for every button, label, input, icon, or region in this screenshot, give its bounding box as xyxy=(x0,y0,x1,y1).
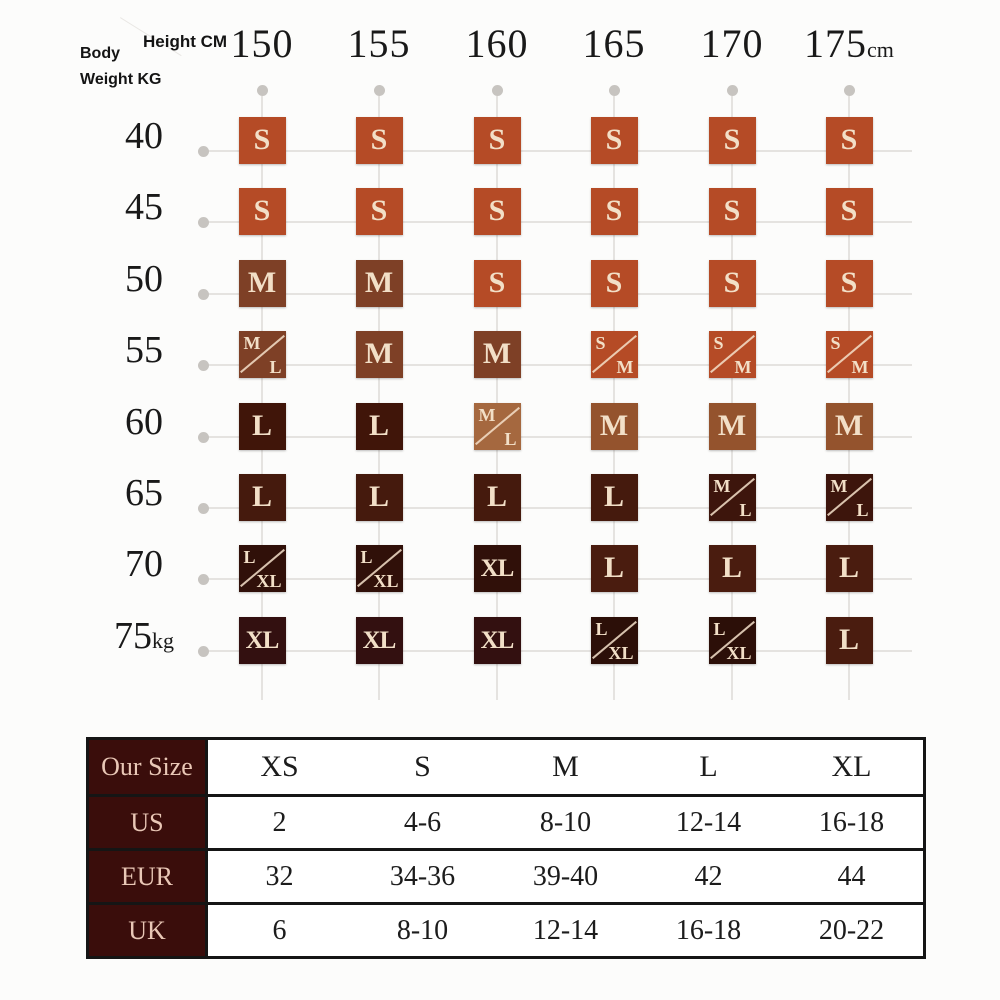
size-cell: M xyxy=(591,403,638,450)
size-cell xyxy=(709,474,756,521)
size-cell-bottom-label: L xyxy=(269,356,282,377)
size-cell: S xyxy=(709,260,756,307)
size-cell: S xyxy=(826,188,873,235)
size-cell: M xyxy=(709,403,756,450)
weight-row-label xyxy=(92,185,196,229)
size-cell: L xyxy=(356,474,403,521)
weight-row-label xyxy=(92,471,196,515)
grid-row-dot xyxy=(198,217,209,228)
height-value: 160 xyxy=(465,21,529,66)
weight-value: 55 xyxy=(125,329,163,371)
height-unit: cm xyxy=(867,37,894,62)
conv-cell: 16-18 xyxy=(637,902,780,956)
conv-cell: L xyxy=(637,740,780,794)
size-cell-bottom-label: XL xyxy=(726,642,752,663)
conv-cell: S xyxy=(351,740,494,794)
conv-cell: 39-40 xyxy=(494,848,637,902)
size-cell-top-label: M xyxy=(713,475,731,496)
size-cell xyxy=(239,545,286,592)
conv-row-header: Our Size xyxy=(89,740,208,794)
weight-value: 60 xyxy=(125,401,163,443)
size-cell: S xyxy=(474,260,521,307)
weight-row-label xyxy=(92,257,196,301)
size-cell-bottom-label: L xyxy=(739,499,752,520)
height-column-header xyxy=(672,20,792,67)
grid-hline xyxy=(203,578,912,580)
size-cell-top-label: L xyxy=(360,546,373,567)
size-cell: L xyxy=(239,474,286,521)
size-cell: S xyxy=(591,260,638,307)
size-cell: XL xyxy=(474,617,521,664)
size-cell: M xyxy=(826,403,873,450)
weight-axis-label-line1: Body xyxy=(80,45,120,62)
size-cell: S xyxy=(826,260,873,307)
height-axis-label: Height CM xyxy=(143,32,228,51)
grid-hline xyxy=(203,650,912,652)
conv-cell: 44 xyxy=(780,848,923,902)
size-cell: S xyxy=(239,117,286,164)
size-cell-bottom-label: XL xyxy=(256,570,282,591)
size-cell: XL xyxy=(474,545,521,592)
size-cell: M xyxy=(239,260,286,307)
size-cell: L xyxy=(826,617,873,664)
grid-hline xyxy=(203,364,912,366)
grid-row-dot xyxy=(198,360,209,371)
conv-cell: 2 xyxy=(208,794,351,848)
height-value: 155 xyxy=(347,21,411,66)
weight-axis-label-line2: Weight KG xyxy=(80,71,162,88)
conv-row-header: US xyxy=(89,794,208,848)
grid-row-dot xyxy=(198,574,209,585)
size-cell: S xyxy=(709,117,756,164)
size-cell-top-label: S xyxy=(595,332,606,353)
grid-hline xyxy=(203,293,912,295)
size-cell-top-label: M xyxy=(830,475,848,496)
size-cell-bottom-label: L xyxy=(504,428,517,449)
grid-column-dot xyxy=(492,85,503,96)
conv-cell: 42 xyxy=(637,848,780,902)
weight-row-label xyxy=(92,328,196,372)
conv-row-header: EUR xyxy=(89,848,208,902)
size-cell: S xyxy=(239,188,286,235)
conv-row-header: UK xyxy=(89,902,208,956)
size-cell xyxy=(591,617,638,664)
size-cell-bottom-label: L xyxy=(856,499,869,520)
weight-row-label xyxy=(92,400,196,444)
conv-cell: 12-14 xyxy=(637,794,780,848)
size-cell: L xyxy=(826,545,873,592)
grid-row-dot xyxy=(198,432,209,443)
conv-cell: 8-10 xyxy=(351,902,494,956)
conv-cell: 4-6 xyxy=(351,794,494,848)
size-cell: S xyxy=(826,117,873,164)
height-value: 170 xyxy=(700,21,764,66)
size-cell xyxy=(356,545,403,592)
weight-unit: kg xyxy=(152,628,174,653)
size-cell xyxy=(591,331,638,378)
grid-column-dot xyxy=(727,85,738,96)
size-cell-top-label: L xyxy=(595,618,608,639)
size-cell-top-label: S xyxy=(830,332,841,353)
conv-cell: 20-22 xyxy=(780,902,923,956)
conv-cell: 34-36 xyxy=(351,848,494,902)
grid-row-dot xyxy=(198,146,209,157)
size-cell: L xyxy=(239,403,286,450)
grid-row-dot xyxy=(198,503,209,514)
size-cell xyxy=(239,331,286,378)
grid-column-dot xyxy=(844,85,855,96)
conv-cell: M xyxy=(494,740,637,794)
size-cell: S xyxy=(709,188,756,235)
grid-column-dot xyxy=(257,85,268,96)
grid-row-dot xyxy=(198,646,209,657)
size-cell-top-label: M xyxy=(478,404,496,425)
height-value: 165 xyxy=(582,21,646,66)
size-cell: XL xyxy=(356,617,403,664)
size-cell: S xyxy=(474,117,521,164)
size-cell: S xyxy=(474,188,521,235)
size-cell-top-label: M xyxy=(243,332,261,353)
weight-value: 50 xyxy=(125,258,163,300)
size-cell xyxy=(709,617,756,664)
grid-hline xyxy=(203,150,912,152)
conv-cell: 32 xyxy=(208,848,351,902)
conv-cell: 12-14 xyxy=(494,902,637,956)
size-cell: XL xyxy=(239,617,286,664)
grid-column-dot xyxy=(609,85,620,96)
size-cell-bottom-label: M xyxy=(851,356,869,377)
conv-cell: XS xyxy=(208,740,351,794)
weight-row-label xyxy=(92,614,196,658)
grid-hline xyxy=(203,507,912,509)
size-cell xyxy=(474,403,521,450)
size-cell: L xyxy=(591,474,638,521)
grid-hline xyxy=(203,221,912,223)
height-column-header xyxy=(437,20,557,67)
weight-row-label xyxy=(92,114,196,158)
size-cell: L xyxy=(474,474,521,521)
size-cell: M xyxy=(356,331,403,378)
size-cell: S xyxy=(356,117,403,164)
height-column-header xyxy=(202,20,322,67)
conv-cell: 6 xyxy=(208,902,351,956)
size-cell: L xyxy=(356,403,403,450)
size-cell: S xyxy=(591,188,638,235)
size-cell: L xyxy=(709,545,756,592)
grid-column-dot xyxy=(374,85,385,96)
conv-cell: XL xyxy=(780,740,923,794)
weight-value: 70 xyxy=(125,543,163,585)
size-conversion-table xyxy=(86,737,926,959)
size-cell: L xyxy=(591,545,638,592)
size-cell: S xyxy=(356,188,403,235)
size-cell xyxy=(826,474,873,521)
height-value: 175 xyxy=(804,21,868,66)
size-cell xyxy=(826,331,873,378)
conv-cell: 16-18 xyxy=(780,794,923,848)
size-cell: M xyxy=(356,260,403,307)
grid-hline xyxy=(203,436,912,438)
size-cell-bottom-label: XL xyxy=(373,570,399,591)
conv-cell: 8-10 xyxy=(494,794,637,848)
height-value: 150 xyxy=(230,21,294,66)
size-cell-bottom-label: XL xyxy=(608,642,634,663)
grid-row-dot xyxy=(198,289,209,300)
weight-value: 40 xyxy=(125,115,163,157)
size-cell-top-label: L xyxy=(243,546,256,567)
size-cell-bottom-label: M xyxy=(734,356,752,377)
size-cell: S xyxy=(591,117,638,164)
size-cell-top-label: L xyxy=(713,618,726,639)
weight-value: 75 xyxy=(114,615,152,657)
weight-row-label xyxy=(92,542,196,586)
height-column-header xyxy=(554,20,674,67)
height-column-header xyxy=(319,20,439,67)
height-column-header xyxy=(789,20,909,67)
size-cell-top-label: S xyxy=(713,332,724,353)
size-cell: M xyxy=(474,331,521,378)
weight-value: 45 xyxy=(125,186,163,228)
size-cell-bottom-label: M xyxy=(616,356,634,377)
size-cell xyxy=(709,331,756,378)
weight-value: 65 xyxy=(125,472,163,514)
